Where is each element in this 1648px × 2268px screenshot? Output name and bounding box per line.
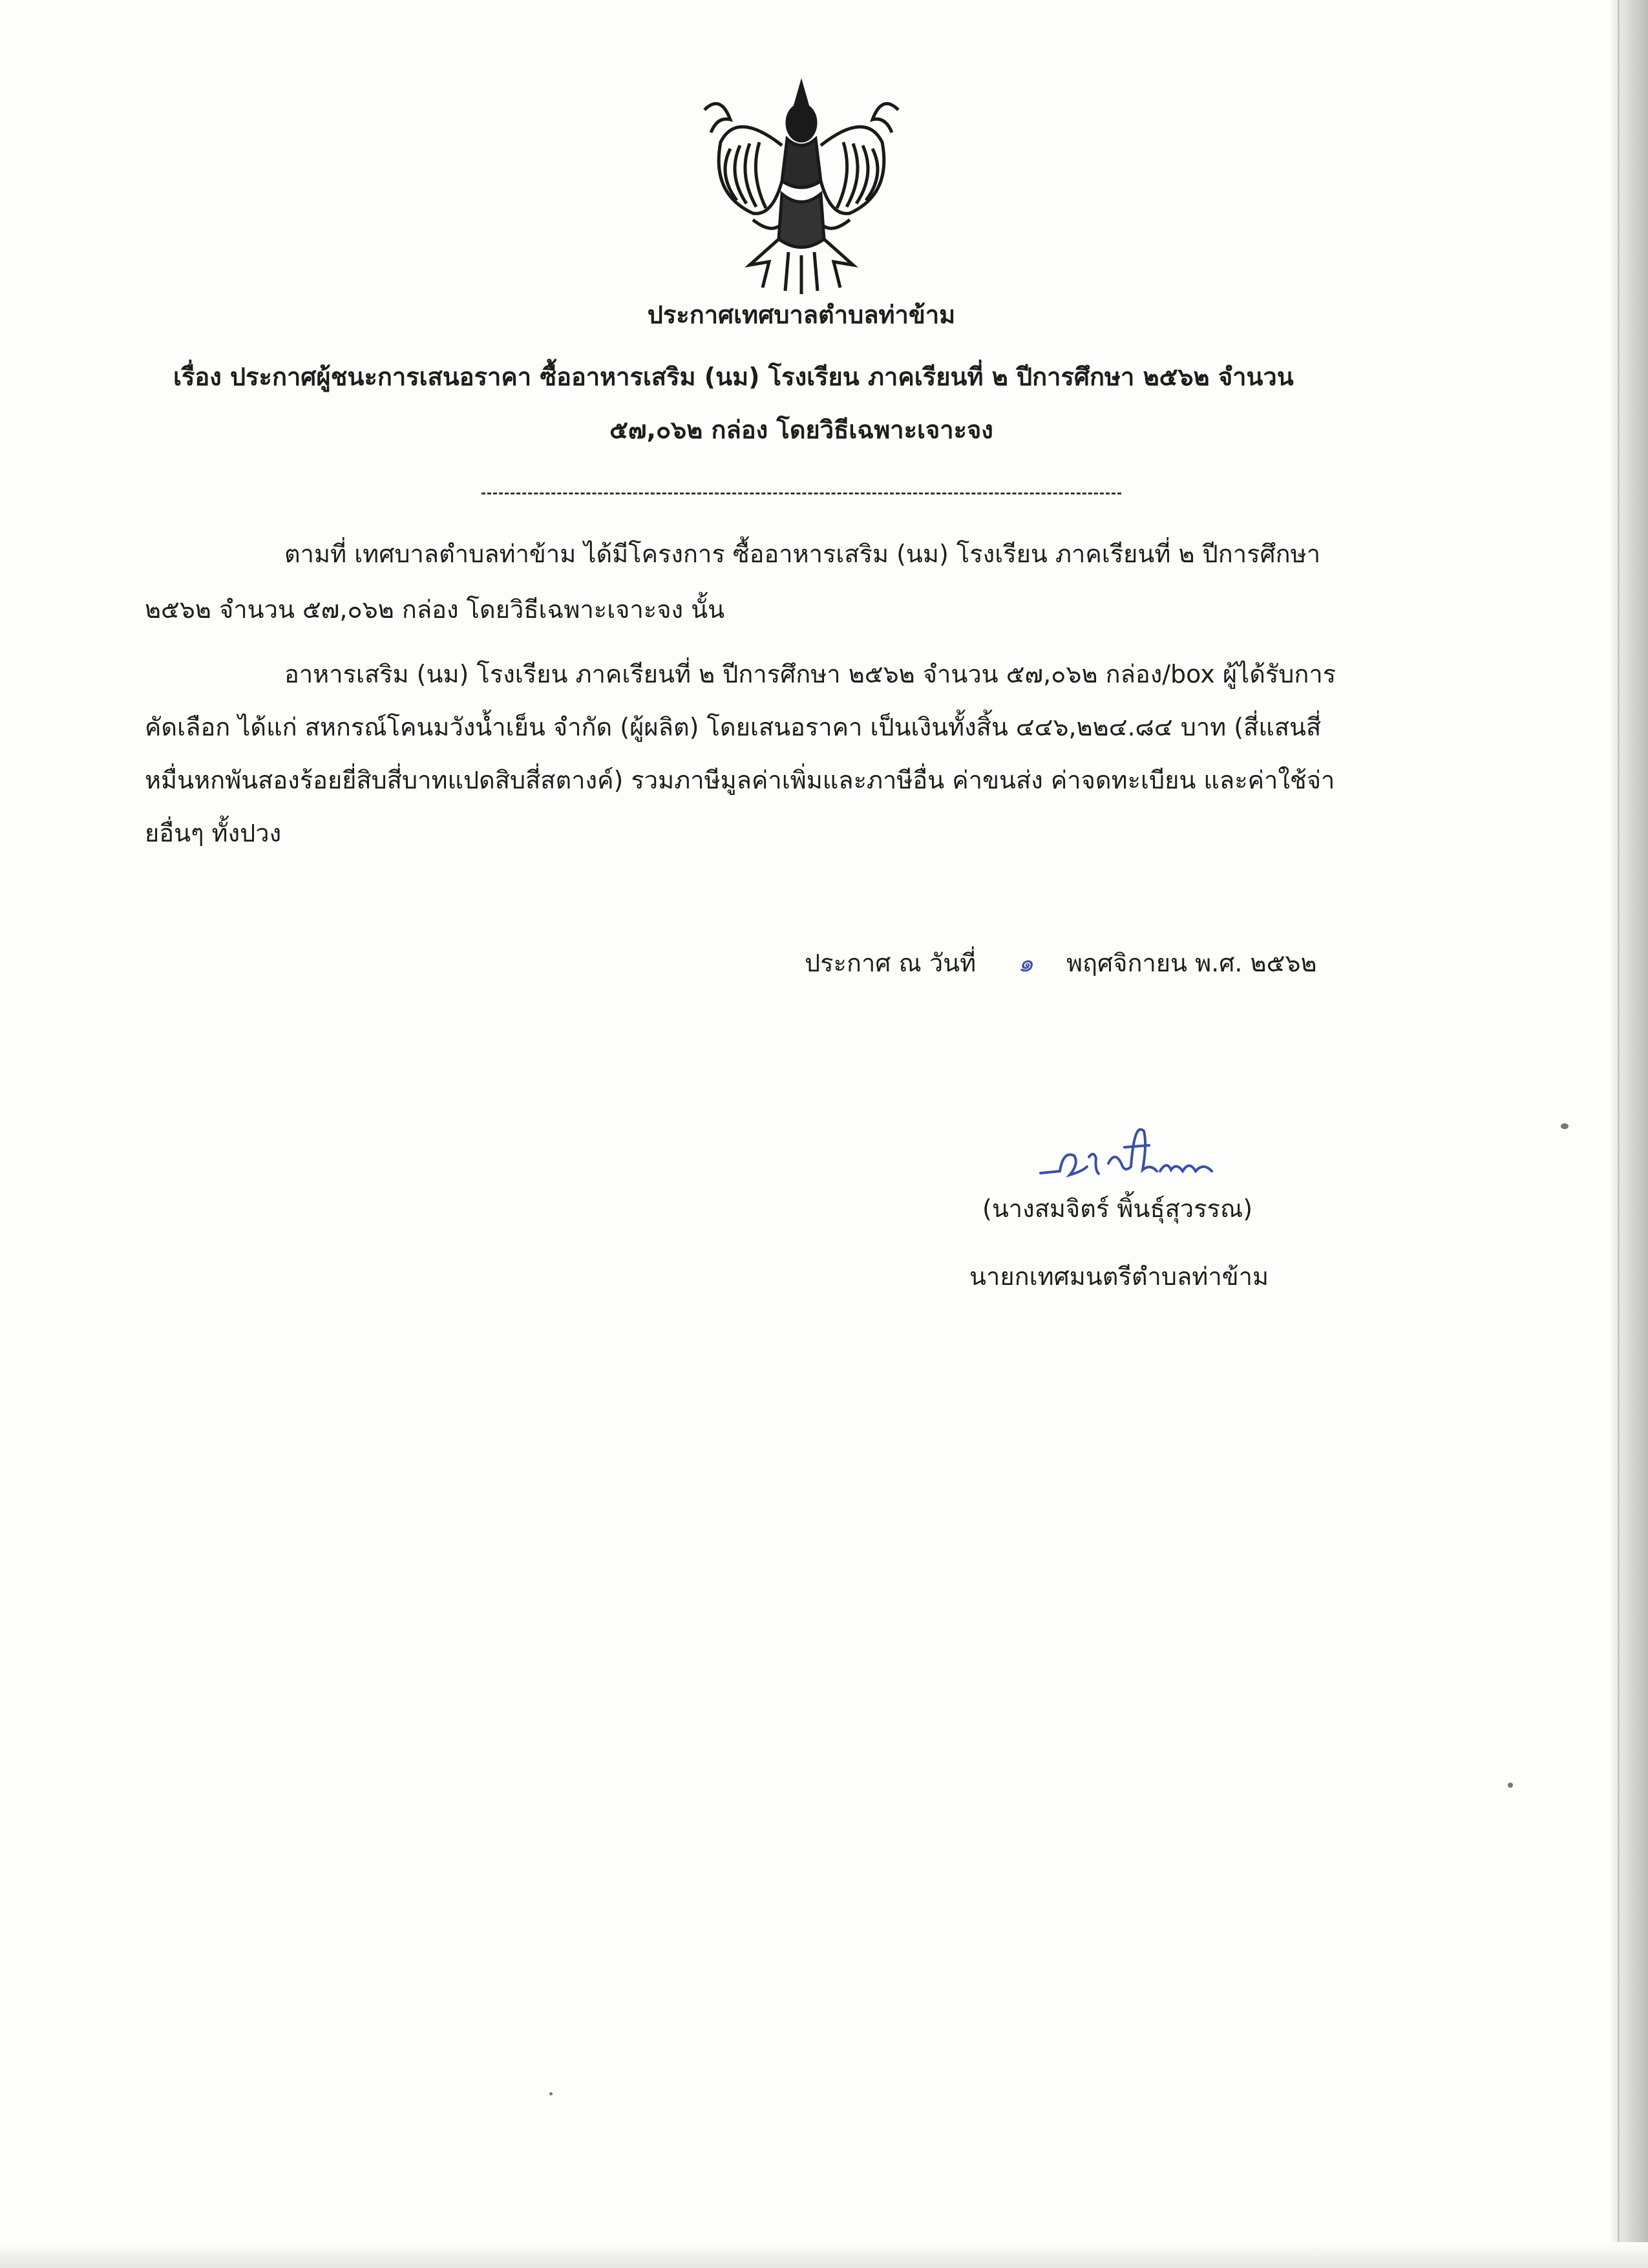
subject-line-2: ๕๗,๐๖๒ กล่อง โดยวิธีเฉพาะเจาะจง [609, 416, 993, 444]
dateline-month-year: พฤศจิกายน พ.ศ. ๒๕๖๒ [1066, 949, 1317, 977]
scan-speck [1508, 1783, 1513, 1788]
signer-position: นายกเทศมนตรีตำบลท่าข้าม [969, 1262, 1269, 1291]
scan-speck [549, 2092, 553, 2095]
scan-bottom-edge [0, 2242, 1648, 2268]
scan-speck [1561, 1123, 1569, 1129]
garuda-emblem-icon [692, 71, 911, 297]
document-title: ประกาศเทศบาลตำบลท่าข้าม [647, 301, 956, 329]
dateline-day: ๑ [1018, 949, 1034, 977]
paragraph-2-line-1: อาหารเสริม (นม) โรงเรียน ภาคเรียนที่ ๒ ปีการศึกษา ๒๕๖๒ จำนวน ๕๗,๐๖๒ กล่อง/box ผู้ได้รับการ [284, 660, 1336, 688]
paragraph-1-line-1: ตามที่ เทศบาลตำบลท่าข้าม ได้มีโครงการ ซื้ออาหารเสริม (นม) โรงเรียน ภาคเรียนที่ ๒ ปีการศึกษา [284, 540, 1321, 568]
paragraph-2-line-3: หมื่นหกพันสองร้อยยี่สิบสี่บาทแปดสิบสี่สตางค์) รวมภาษีมูลค่าเพิ่มและภาษีอื่น ค่าขนส่ง ค่าจดทะเบียน และค่าใช้จ่า [145, 766, 1335, 794]
paragraph-1-line-2: ๒๕๖๒ จำนวน ๕๗,๐๖๒ กล่อง โดยวิธีเฉพาะเจาะจง นั้น [145, 595, 725, 624]
separator-line [481, 493, 1121, 494]
paragraph-2-line-2: คัดเลือก ได้แก่ สหกรณ์โคนมวังน้ำเย็น จำกัด (ผู้ผลิต) โดยเสนอราคา เป็นเงินทั้งสิ้น ๔๔๖,๒๒๔.๘๔ บาท (สี่แสนสี่ [145, 713, 1322, 741]
scan-edge-line [1618, 0, 1620, 2268]
paragraph-2-line-4: ยอื่นๆ ทั้งปวง [145, 819, 282, 847]
subject-line-1: เรื่อง ประกาศผู้ชนะการเสนอราคา ซื้ออาหารเสริม (นม) โรงเรียน ภาคเรียนที่ ๒ ปีการศึกษา ๒๕๖๒ จำนวน [173, 363, 1294, 391]
dateline-prefix: ประกาศ ณ วันที่ [805, 949, 977, 977]
signer-name: (นางสมจิตร์ พิ้นธุ์สุวรรณ) [982, 1194, 1253, 1223]
handwritten-signature [1034, 1112, 1254, 1202]
